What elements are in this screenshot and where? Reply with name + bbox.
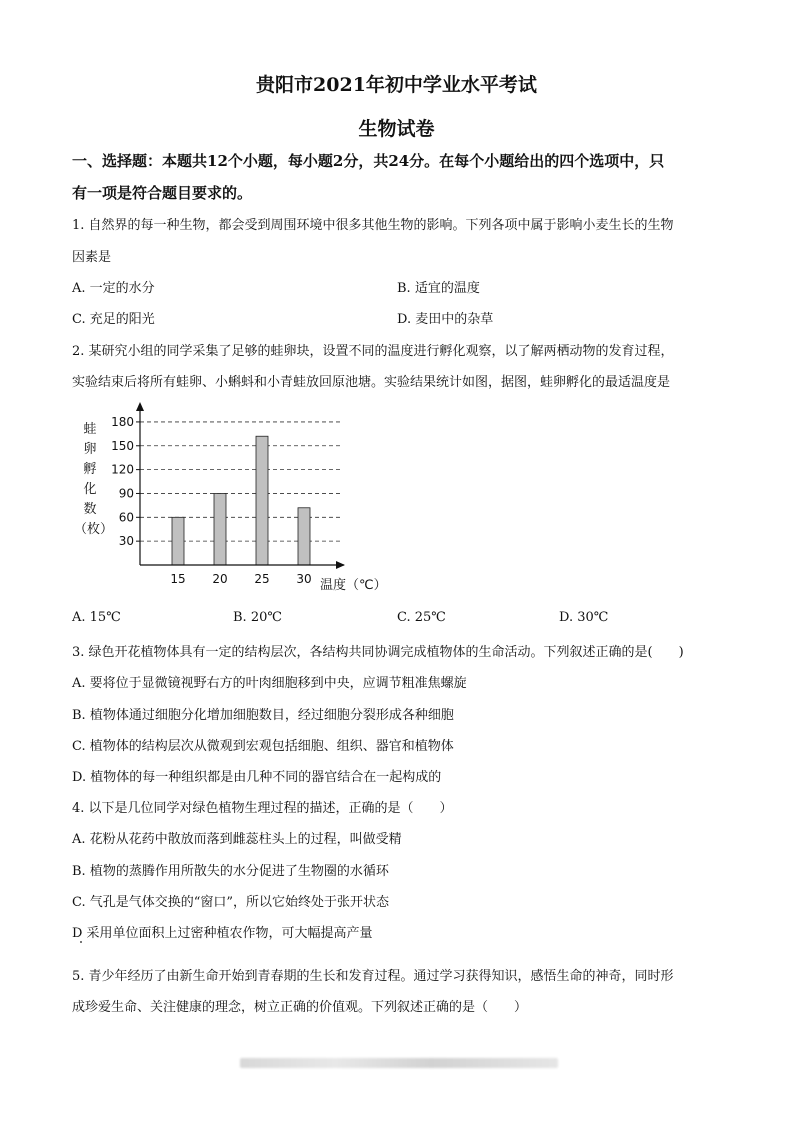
- q4-line1: 4. 以下是几位同学对绿色植物生理过程的描述，正确的是（ ）: [72, 801, 453, 816]
- x-tick-label: 25: [254, 572, 270, 586]
- y-axis-label-char: 孵: [83, 462, 97, 477]
- chart-plot: [70, 402, 400, 594]
- q1-option-b: B. 适宜的温度: [397, 281, 480, 296]
- stray-dot: [80, 941, 82, 943]
- q1-option-d: D. 麦田中的杂草: [397, 312, 494, 327]
- bar: [298, 508, 310, 565]
- x-tick-label: 20: [212, 572, 228, 586]
- x-axis-arrow: [336, 561, 345, 569]
- bar: [214, 493, 226, 565]
- q2-option-c: C. 25℃: [397, 610, 446, 625]
- y-tick-label: 180: [111, 414, 134, 429]
- bar: [256, 436, 268, 565]
- x-tick-label: 30: [296, 572, 312, 586]
- q4-option-d: D 采用单位面积上过密种植农作物，可大幅提高产量: [72, 926, 373, 941]
- q4-option-a: A. 花粉从花药中散放而落到雌蕊柱头上的过程，叫做受精: [72, 832, 402, 847]
- q1-option-c: C. 充足的阳光: [72, 312, 155, 327]
- section-heading-line1: 一、选择题：本题共12个小题，每小题2分，共24分。在每个小题给出的四个选项中，只: [72, 152, 665, 170]
- bar: [172, 517, 184, 565]
- q3-option-c: C. 植物体的结构层次从微观到宏观包括细胞、组织、器官和植物体: [72, 739, 454, 754]
- q2-option-b: B. 20℃: [233, 610, 282, 625]
- q3-line1: 3. 绿色开花植物体具有一定的结构层次，各结构共同协调完成植物体的生命活动。下列叙述正确的是( ): [72, 645, 684, 660]
- q2-option-a: A. 15℃: [72, 610, 121, 625]
- q1-option-a: A. 一定的水分: [72, 281, 155, 296]
- q3-option-b: B. 植物体通过细胞分化增加细胞数目，经过细胞分裂形成各种细胞: [72, 708, 454, 723]
- x-axis-label: 温度（℃）: [320, 578, 387, 593]
- y-axis-label-unit: （枚）: [74, 522, 114, 537]
- page-subtitle: 生物试卷: [358, 118, 435, 140]
- q1-line2: 因素是: [72, 250, 112, 265]
- q2-option-d: D. 30℃: [559, 610, 609, 625]
- section-heading-line2: 有一项是符合题目要求的。: [72, 184, 253, 202]
- y-tick-label: 120: [111, 462, 134, 477]
- y-tick-label: 60: [118, 510, 134, 525]
- y-tick-label: 30: [118, 534, 134, 549]
- q2-line2: 实验结束后将所有蛙卵、小蝌蚪和小青蛙放回原池塘。实验结果统计如图，据图，蛙卵孵化的最适温度是: [72, 375, 671, 390]
- q1-line1: 1. 自然界的每一种生物，都会受到周围环境中很多其他生物的影响。下列各项中属于影响小麦生长的生物: [72, 218, 674, 233]
- q4-option-b: B. 植物的蒸腾作用所散失的水分促进了生物圈的水循环: [72, 864, 389, 879]
- y-axis-label-char: 蛙: [83, 422, 97, 437]
- y-axis-label-char: 卵: [83, 442, 97, 457]
- y-axis-arrow: [136, 402, 144, 411]
- q3-option-d: D. 植物体的每一种组织都是由几种不同的器官结合在一起构成的: [72, 770, 442, 785]
- q4-option-c: C. 气孔是气体交换的“窗口”，所以它始终处于张开状态: [72, 895, 390, 910]
- y-axis-label-char: 数: [83, 502, 97, 517]
- y-tick-label: 150: [111, 438, 134, 453]
- hatching-chart: [70, 402, 400, 594]
- q5-line2: 成珍爱生命、关注健康的理念，树立正确的价值观。下列叙述正确的是（ ）: [72, 1000, 528, 1015]
- q5-line1: 5. 青少年经历了由新生命开始到青春期的生长和发育过程。通过学习获得知识，感悟生命的神奇，同时形: [72, 969, 674, 984]
- y-tick-label: 90: [118, 486, 134, 501]
- y-axis-label-char: 化: [83, 482, 97, 497]
- q2-line1: 2. 某研究小组的同学采集了足够的蛙卵块，设置不同的温度进行孵化观察，以了解两栖动物的发育过程，: [72, 344, 674, 359]
- page-title: 贵阳市2021年初中学业水平考试: [256, 74, 537, 96]
- blurred-watermark: [240, 1058, 558, 1068]
- x-tick-label: 15: [170, 572, 186, 586]
- q3-option-a: A. 要将位于显微镜视野右方的叶肉细胞移到中央，应调节粗准焦螺旋: [72, 676, 467, 691]
